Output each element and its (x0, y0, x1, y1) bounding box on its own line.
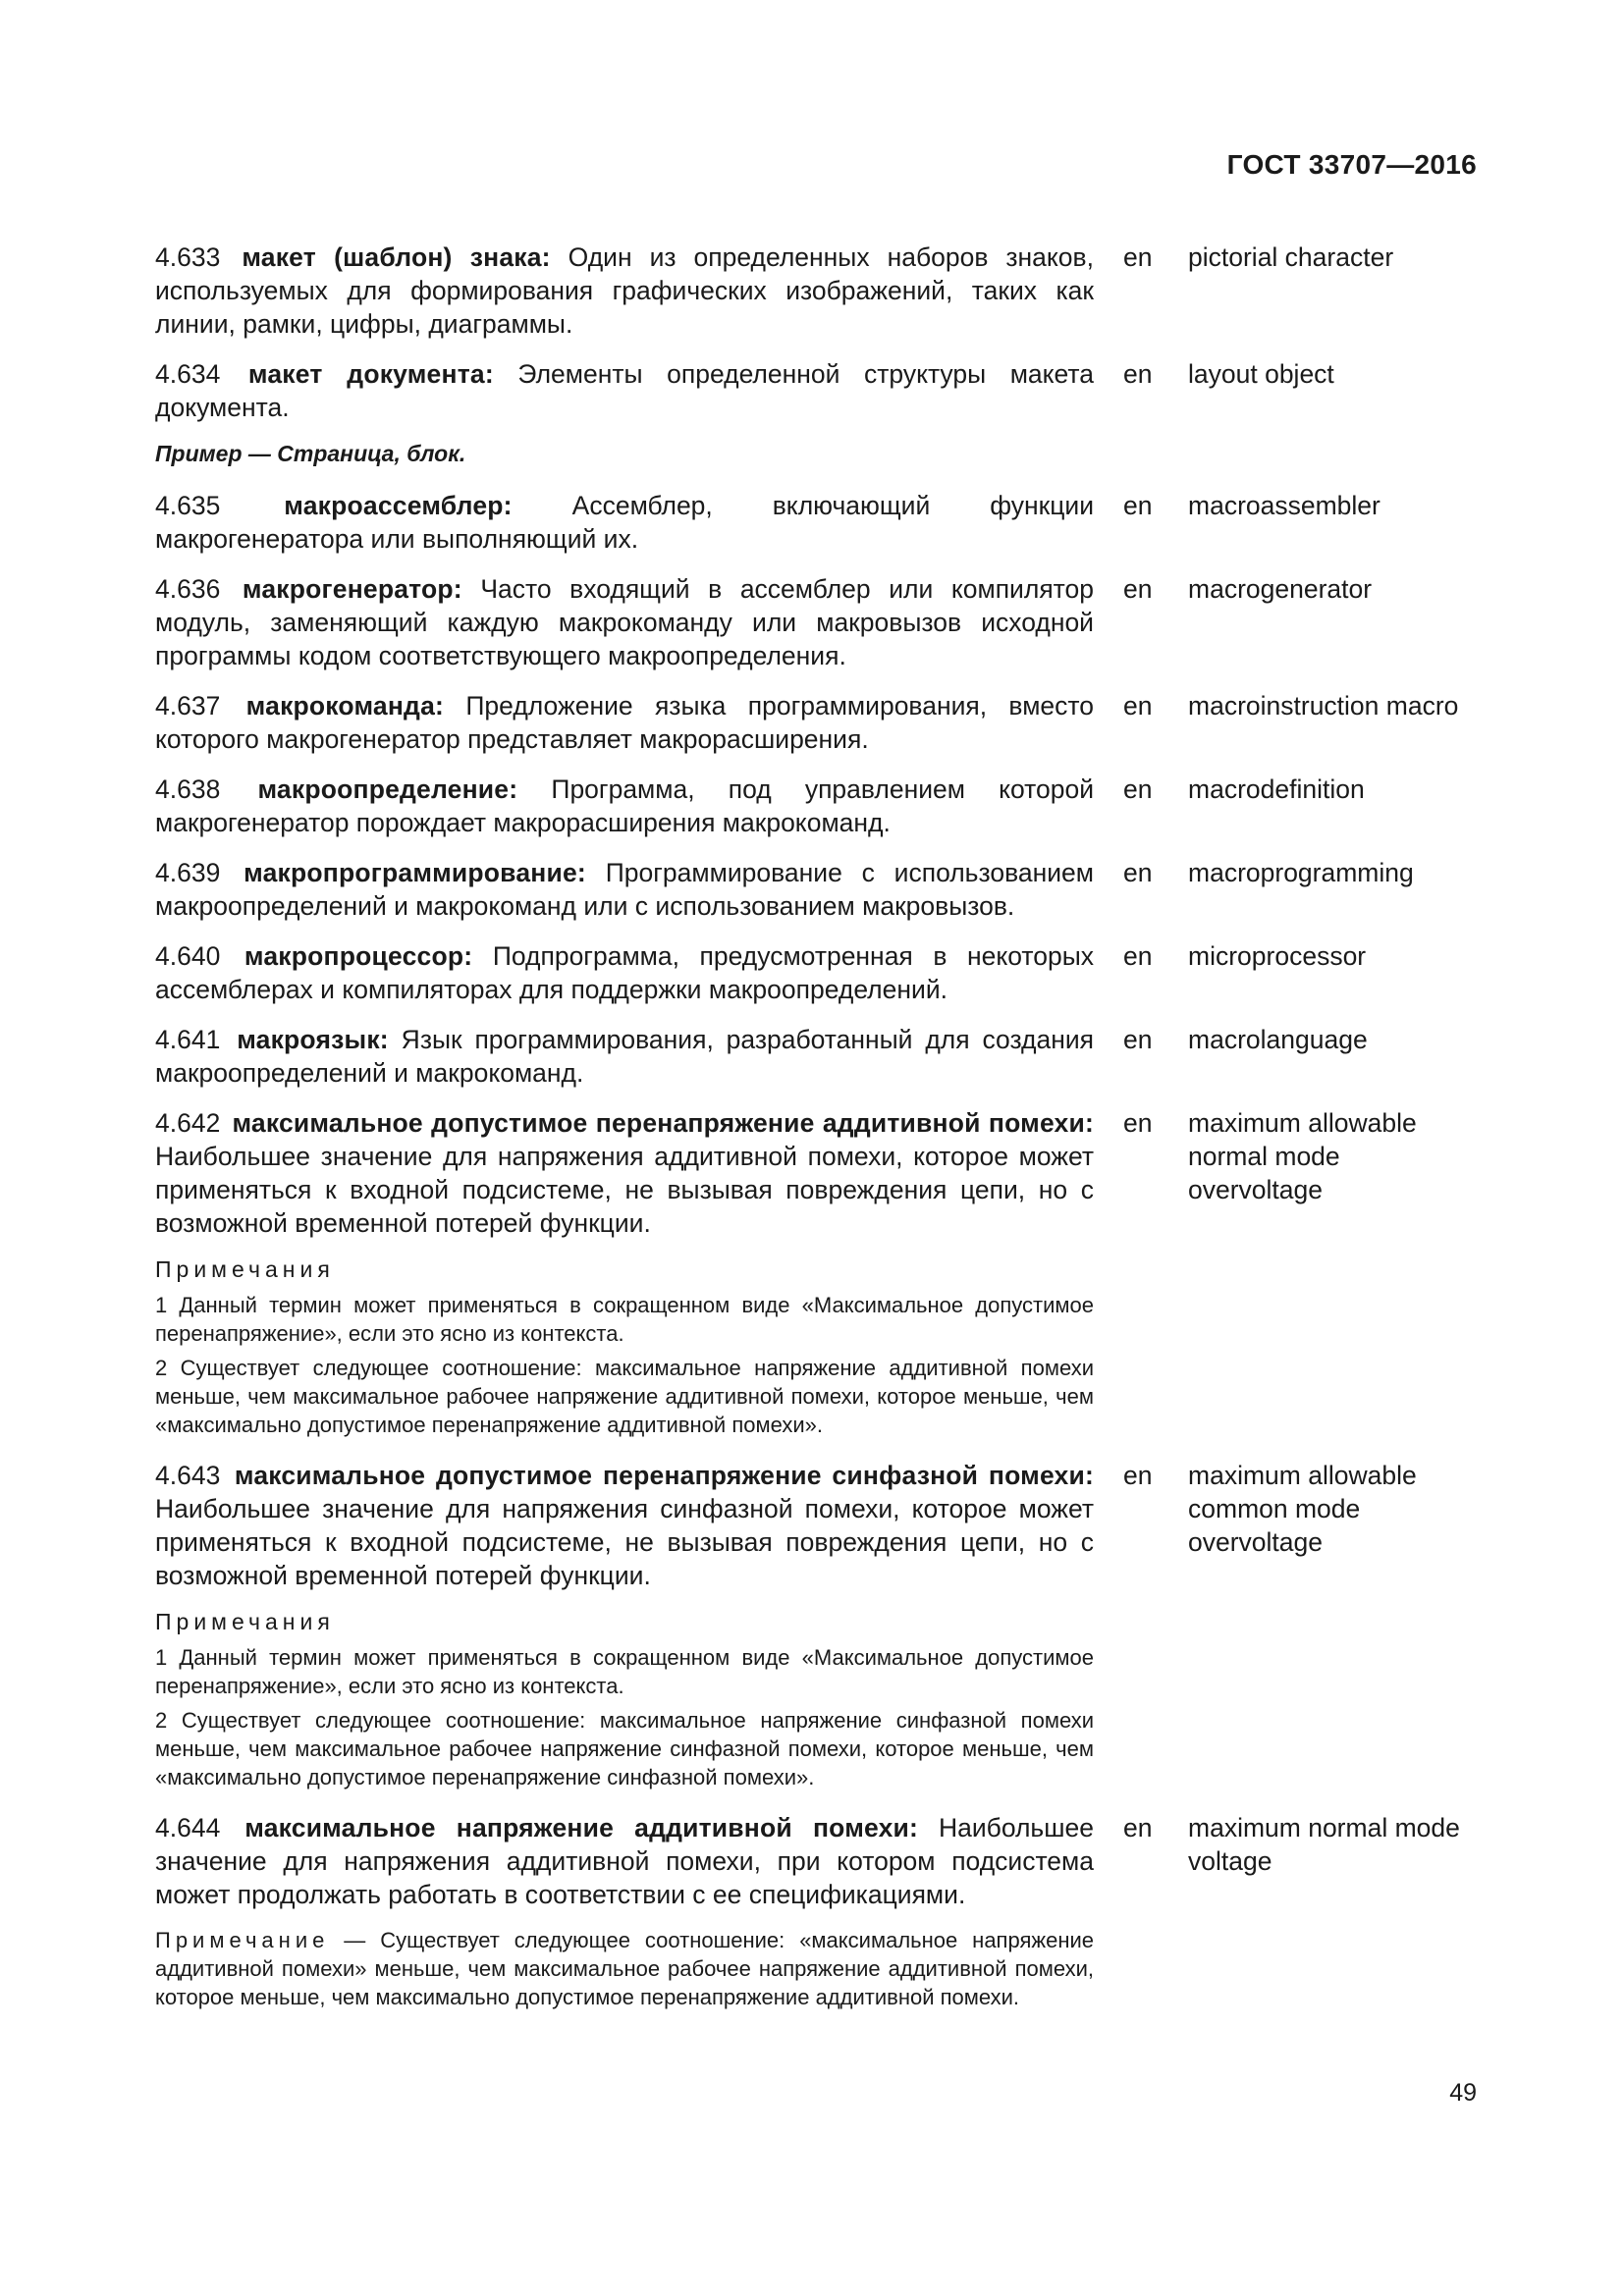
language-code: en (1123, 242, 1153, 272)
term-number: 4.636 (155, 574, 221, 604)
language-code: en (1123, 574, 1153, 604)
english-equivalent: microprocessor (1188, 941, 1367, 971)
term-number: 4.642 (155, 1108, 221, 1138)
term-entry-4-640 (155, 939, 1481, 1006)
english-equivalent: macroassembler (1188, 491, 1380, 520)
english-equivalent: maximum normal mode voltage (1188, 1813, 1460, 1876)
term-definition (155, 1459, 1094, 1592)
term-number: 4.643 (155, 1461, 221, 1490)
language-code: en (1123, 491, 1153, 520)
language-code: en (1123, 691, 1153, 721)
term-name: макет (шаблон) знака: (242, 242, 551, 272)
definition-text: Предложение языка программирования, вместо которого макрогенератор представляет макрорасширения. (155, 691, 1094, 754)
definition-text: Наибольшее значение для напряжения синфазной помехи, которое может применяться к входной подсистеме, не вызывая повреждения цепи, но с возможной временной потерей функции. (155, 1494, 1094, 1590)
note-item: 1 Данный термин может применяться в сокращенном виде «Максимальное допустимое перенапряжение», если это ясно из контекста. (155, 1293, 1094, 1346)
term-definition (155, 572, 1094, 672)
term-entry-4-634 (155, 357, 1481, 424)
term-number: 4.644 (155, 1813, 221, 1842)
definition-text: Часто входящий в ассемблер или компилятор модуль, заменяющий каждую макрокоманду или макровызов исходной программы кодом соответствующего макроопределения. (155, 574, 1094, 670)
english-equivalent: macrolanguage (1188, 1025, 1368, 1054)
term-number: 4.641 (155, 1025, 221, 1054)
notes-block-4-642 (155, 1255, 1094, 1439)
term-number: 4.635 (155, 491, 221, 520)
english-equivalent: maximum allowable normal mode overvoltage (1188, 1108, 1417, 1204)
term-entry-4-642 (155, 1106, 1481, 1240)
term-name: макрогенератор: (242, 574, 462, 604)
standard-designation: ГОСТ 33707—2016 (1226, 149, 1477, 180)
note-item: 2 Существует следующее соотношение: максимальное напряжение синфазной помехи меньше, чем максимальное рабочее напряжение синфазной помехи, которое меньше, чем «максимально допустимое перенапряжение синфазной помехи». (155, 1708, 1094, 1789)
definition-text: Наибольшее значение для напряжения аддитивной помехи, при котором подсистема может продолжать работать в соответствии с ее спецификациями. (155, 1813, 1094, 1909)
term-definition (155, 939, 1094, 1006)
term-number: 4.633 (155, 242, 221, 272)
term-definition (155, 240, 1094, 341)
definition-text: Программирование с использованием макроопределений и макрокоманд или с использованием макровызов. (155, 858, 1094, 921)
note-item (155, 1926, 1094, 2011)
term-name: макрокоманда: (245, 691, 445, 721)
language-code: en (1123, 858, 1153, 887)
term-entry-4-643 (155, 1459, 1481, 1592)
term-name: максимальное допустимое перенапряжение аддитивной помехи: (232, 1108, 1094, 1138)
language-code: en (1123, 1813, 1153, 1842)
note-text: — Существует следующее соотношение: «максимальное напряжение аддитивной помехи» меньше, чем максимальное рабочее напряжение аддитивной помехи, которое меньше, чем максимально допустимое перенапряжение аддитивной помехи. (155, 1928, 1094, 2009)
definition-text: Подпрограмма, предусмотренная в некоторых ассемблерах и компиляторах для поддержки макроопределений. (155, 941, 1094, 1004)
definition-text: Наибольшее значение для напряжения аддитивной помехи, которое может применяться к входной подсистеме, не вызывая повреждения цепи, но с возможной временной потерей функции. (155, 1142, 1094, 1238)
term-definition (155, 489, 1094, 556)
term-definition (155, 1023, 1094, 1090)
definition-text: Программа, под управлением которой макрогенератор порождает макрорасширения макрокоманд. (155, 774, 1094, 837)
language-code: en (1123, 1108, 1153, 1138)
term-name: макропроцессор: (244, 941, 473, 971)
english-equivalent: macroinstruction macro (1188, 691, 1459, 721)
term-entry-4-637 (155, 689, 1481, 756)
term-entry-4-635 (155, 489, 1481, 556)
term-name: макропрограммирование: (244, 858, 586, 887)
term-name: макет документа: (247, 359, 494, 389)
note-label: Примечание (155, 1928, 330, 1952)
notes-heading: Примечания (155, 1609, 335, 1634)
english-equivalent: pictorial character (1188, 242, 1394, 272)
term-definition (155, 773, 1094, 839)
term-definition (155, 1106, 1094, 1240)
note-item: 2 Существует следующее соотношение: максимальное напряжение аддитивной помехи меньше, чем максимальное рабочее напряжение аддитивной помехи, которое меньше, чем «максимально допустимое перенапряжение аддитивной помехи». (155, 1356, 1094, 1437)
term-name: максимальное допустимое перенапряжение синфазной помехи: (234, 1461, 1094, 1490)
term-definition (155, 856, 1094, 923)
term-definition (155, 357, 1094, 424)
english-equivalent: maximum allowable common mode overvoltage (1188, 1461, 1417, 1557)
term-entry-4-636 (155, 572, 1481, 672)
term-name: макроязык: (237, 1025, 389, 1054)
term-entry-4-639 (155, 856, 1481, 923)
definition-text: Ассемблер, включающий функции макрогенератора или выполняющий их. (155, 491, 1094, 554)
notes-block-4-643 (155, 1607, 1094, 1791)
term-number: 4.634 (155, 359, 221, 389)
english-equivalent: macrodefinition (1188, 774, 1365, 804)
term-entry-4-633 (155, 240, 1481, 341)
term-name: максимальное напряжение аддитивной помехи: (244, 1813, 919, 1842)
language-code: en (1123, 941, 1153, 971)
term-name: макроассемблер: (284, 491, 513, 520)
term-entry-4-638 (155, 773, 1481, 839)
note-item: 1 Данный термин может применяться в сокращенном виде «Максимальное допустимое перенапряжение», если это ясно из контекста. (155, 1645, 1094, 1698)
term-name: макроопределение: (257, 774, 518, 804)
definition-text: Один из определенных наборов знаков, используемых для формирования графических изображений, таких как линии, рамки, цифры, диаграммы. (155, 242, 1094, 339)
term-definition (155, 1811, 1094, 1911)
term-number: 4.640 (155, 941, 221, 971)
english-equivalent: layout object (1188, 359, 1334, 389)
example-text: Пример — Страница, блок. (155, 441, 466, 466)
terms-list (155, 240, 1481, 2031)
language-code: en (1123, 774, 1153, 804)
note-block-4-644 (155, 1926, 1094, 2011)
term-entry-4-641 (155, 1023, 1481, 1090)
language-code: en (1123, 1025, 1153, 1054)
term-definition (155, 689, 1094, 756)
language-code: en (1123, 359, 1153, 389)
term-number: 4.638 (155, 774, 221, 804)
term-number: 4.639 (155, 858, 221, 887)
english-equivalent: macroprogramming (1188, 858, 1414, 887)
term-entry-4-644 (155, 1811, 1481, 1911)
notes-heading: Примечания (155, 1256, 335, 1282)
page-number: 49 (1449, 2079, 1477, 2107)
definition-text: Язык программирования, разработанный для создания макроопределений и макрокоманд. (155, 1025, 1094, 1088)
definition-text: Элементы определенной структуры макета документа. (155, 359, 1094, 422)
english-equivalent: macrogenerator (1188, 574, 1373, 604)
term-number: 4.637 (155, 691, 221, 721)
language-code: en (1123, 1461, 1153, 1490)
